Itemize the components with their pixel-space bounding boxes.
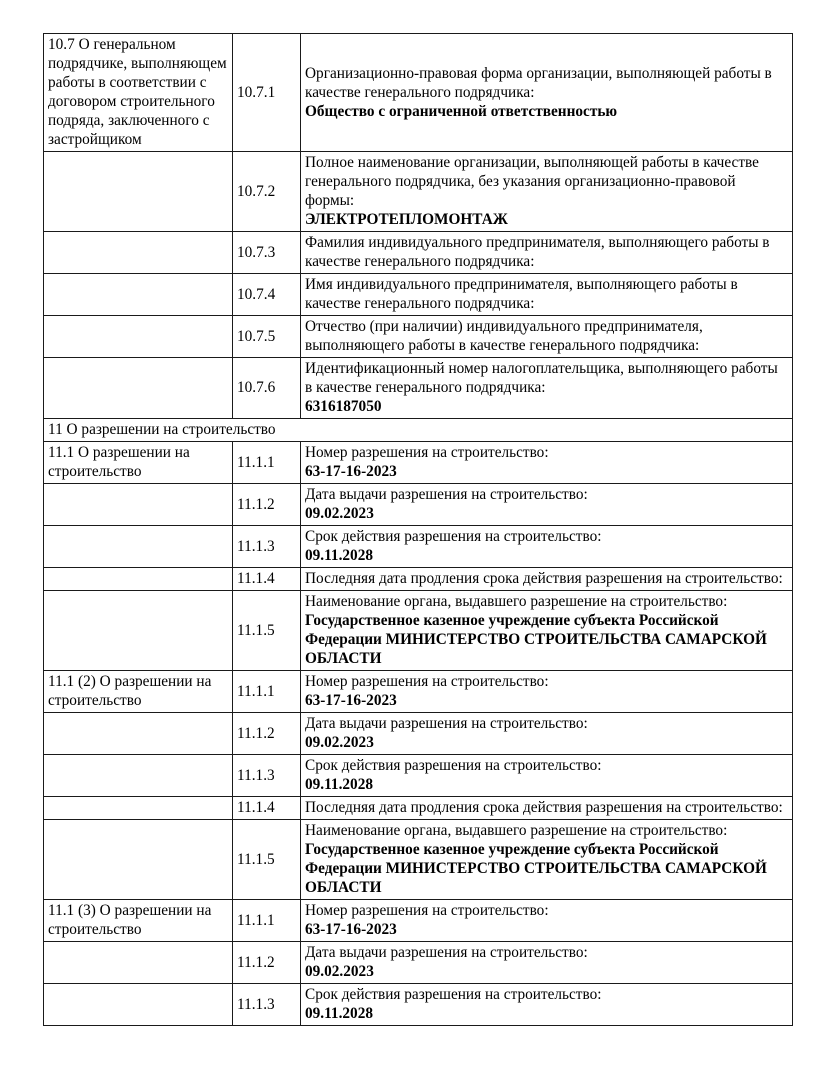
section-cell xyxy=(44,591,233,671)
table-row xyxy=(44,484,793,526)
table-row xyxy=(44,942,793,984)
field-value: 09.11.2028 xyxy=(305,776,373,793)
section-cell xyxy=(44,484,233,526)
field-value: Общество с ограниченной ответственностью xyxy=(305,102,618,120)
table-row xyxy=(44,797,793,820)
content-cell xyxy=(301,442,793,484)
section-cell xyxy=(44,820,233,900)
table-row xyxy=(44,34,793,152)
field-label: Срок действия разрешения на строительство: xyxy=(305,757,602,774)
table-row xyxy=(44,274,793,316)
content-cell xyxy=(301,232,793,274)
table-row xyxy=(44,316,793,358)
section-cell xyxy=(44,942,233,984)
declaration-table xyxy=(43,33,793,1026)
code-cell: 11.1.2 xyxy=(233,713,301,755)
section-cell xyxy=(44,152,233,232)
content-cell xyxy=(301,755,793,797)
section-cell: 11.1 О разрешении на строительство xyxy=(44,442,233,484)
table-body xyxy=(44,34,793,1026)
field-label: Фамилия индивидуального предпринимателя, выполняющего работы в качестве генерального подрядчика: xyxy=(305,234,770,270)
content-cell xyxy=(301,568,793,591)
section-cell xyxy=(44,797,233,820)
content-cell xyxy=(301,526,793,568)
code-cell: 10.7.3 xyxy=(233,232,301,274)
code-cell: 10.7.5 xyxy=(233,316,301,358)
content-cell xyxy=(301,34,793,152)
section-cell xyxy=(44,274,233,316)
section-cell xyxy=(44,316,233,358)
field-label: Срок действия разрешения на строительство: xyxy=(305,986,602,1003)
code-cell: 11.1.2 xyxy=(233,942,301,984)
content-cell xyxy=(301,316,793,358)
field-label: Дата выдачи разрешения на строительство: xyxy=(305,715,588,732)
field-value: Государственное казенное учреждение субъекта Российской Федерации МИНИСТЕРСТВО СТРОИТЕЛЬСТВА САМАРСКОЙ ОБЛАСТИ xyxy=(305,841,767,896)
content-cell xyxy=(301,797,793,820)
content-cell xyxy=(301,713,793,755)
field-label: Полное наименование организации, выполняющей работы в качестве генерального подрядчика, без указания организационно-правовой формы: xyxy=(305,154,759,209)
field-value: 09.02.2023 xyxy=(305,505,374,522)
content-cell xyxy=(301,820,793,900)
field-value: ЭЛЕКТРОТЕПЛОМОНТАЖ xyxy=(305,211,508,228)
code-cell: 11.1.5 xyxy=(233,820,301,900)
section-cell xyxy=(44,984,233,1026)
section-cell xyxy=(44,755,233,797)
code-cell: 11.1.3 xyxy=(233,526,301,568)
field-label: Номер разрешения на строительство: xyxy=(305,902,549,919)
content-cell xyxy=(301,984,793,1026)
code-cell: 11.1.4 xyxy=(233,797,301,820)
table-row xyxy=(44,358,793,419)
field-label: Номер разрешения на строительство: xyxy=(305,673,549,690)
code-cell: 11.1.5 xyxy=(233,591,301,671)
table-row xyxy=(44,900,793,942)
content-cell xyxy=(301,274,793,316)
field-label: Наименование органа, выдавшего разрешение на строительство: xyxy=(305,822,728,839)
table-row xyxy=(44,568,793,591)
field-value: 09.11.2028 xyxy=(305,1005,373,1022)
field-label: Номер разрешения на строительство: xyxy=(305,444,549,461)
table-row xyxy=(44,713,793,755)
code-cell: 10.7.2 xyxy=(233,152,301,232)
field-value: 63-17-16-2023 xyxy=(305,692,397,709)
field-value: Государственное казенное учреждение субъекта Российской Федерации МИНИСТЕРСТВО СТРОИТЕЛЬСТВА САМАРСКОЙ ОБЛАСТИ xyxy=(305,612,767,667)
table-row xyxy=(44,755,793,797)
code-cell: 10.7.6 xyxy=(233,358,301,419)
code-cell: 11.1.3 xyxy=(233,984,301,1026)
field-value: 09.02.2023 xyxy=(305,734,374,751)
field-label: Дата выдачи разрешения на строительство: xyxy=(305,944,588,961)
field-label: Идентификационный номер налогоплательщика, выполняющего работы в качестве генерального подрядчика: xyxy=(305,360,778,396)
field-value: 09.02.2023 xyxy=(305,963,374,980)
table-row xyxy=(44,820,793,900)
table-row xyxy=(44,984,793,1026)
field-label: Организационно-правовая форма организации, выполняющей работы в качестве генерального подрядчика: xyxy=(305,64,772,101)
content-cell xyxy=(301,152,793,232)
field-label: Последняя дата продления срока действия разрешения на строительство: xyxy=(305,799,783,816)
table-row xyxy=(44,526,793,568)
field-label: Наименование органа, выдавшего разрешение на строительство: xyxy=(305,593,728,610)
content-cell xyxy=(301,484,793,526)
section-header-cell: 11 О разрешении на строительство xyxy=(44,419,793,442)
field-label: Имя индивидуального предпринимателя, выполняющего работы в качестве генерального подрядчика: xyxy=(305,276,738,312)
code-cell: 11.1.4 xyxy=(233,568,301,591)
content-cell xyxy=(301,671,793,713)
code-cell: 11.1.1 xyxy=(233,900,301,942)
field-label: Дата выдачи разрешения на строительство: xyxy=(305,486,588,503)
table-row xyxy=(44,442,793,484)
code-cell: 11.1.2 xyxy=(233,484,301,526)
content-cell xyxy=(301,358,793,419)
section-cell xyxy=(44,568,233,591)
code-cell: 11.1.1 xyxy=(233,671,301,713)
section-cell: 10.7 О генеральном подрядчике, выполняющем работы в соответствии с договором строительного подряда, заключенного с застройщиком xyxy=(44,34,233,152)
field-value: 63-17-16-2023 xyxy=(305,921,397,938)
section-cell xyxy=(44,232,233,274)
code-cell: 10.7.1 xyxy=(233,34,301,152)
section-cell: 11.1 (2) О разрешении на строительство xyxy=(44,671,233,713)
field-label: Последняя дата продления срока действия разрешения на строительство: xyxy=(305,570,783,587)
section-cell xyxy=(44,526,233,568)
code-cell: 11.1.3 xyxy=(233,755,301,797)
table-row xyxy=(44,232,793,274)
section-header-row xyxy=(44,419,793,442)
field-value: 6316187050 xyxy=(305,398,382,415)
field-label: Отчество (при наличии) индивидуального предпринимателя, выполняющего работы в качестве генерального подрядчика: xyxy=(305,318,703,354)
content-cell xyxy=(301,900,793,942)
section-cell xyxy=(44,358,233,419)
content-cell xyxy=(301,942,793,984)
content-cell xyxy=(301,591,793,671)
section-cell xyxy=(44,713,233,755)
table-row xyxy=(44,591,793,671)
field-value: 63-17-16-2023 xyxy=(305,463,397,480)
field-value: 09.11.2028 xyxy=(305,547,373,564)
table-row xyxy=(44,671,793,713)
section-cell: 11.1 (3) О разрешении на строительство xyxy=(44,900,233,942)
field-label: Срок действия разрешения на строительство: xyxy=(305,528,602,545)
code-cell: 11.1.1 xyxy=(233,442,301,484)
code-cell: 10.7.4 xyxy=(233,274,301,316)
table-row xyxy=(44,152,793,232)
